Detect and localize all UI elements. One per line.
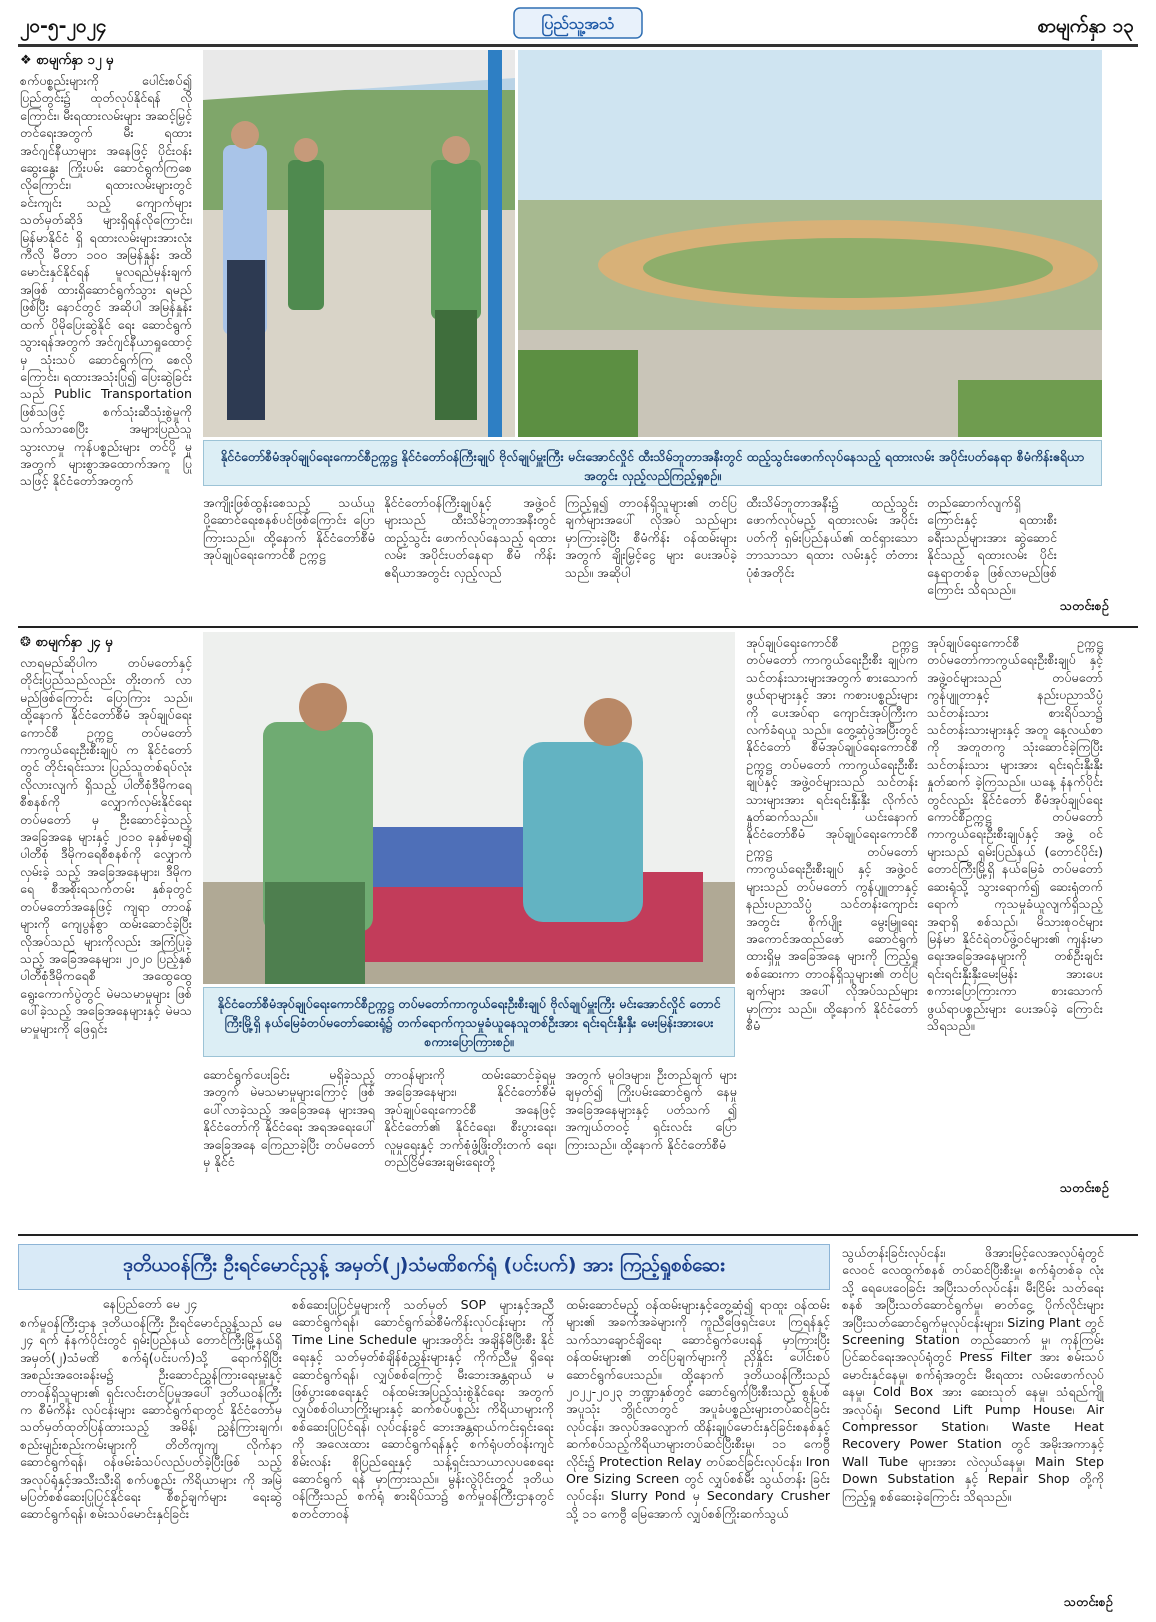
article-column: စစ်ဆေးပြုပြင်မှုများကို သတ်မှတ် SOP များနှင့်အညီ ဆောင်ရွက်ရန်၊ ဆောင်ရွက်ဆဲစီမံကိန်းလုပ်ငန်းများ ကို Time Line Schedule များအတိုင်း အချိန်မီပြီးစီး နိုင်ရေးနှင့် သတ်မှတ်စံချိန်စံညွှန်းများနှင့် ကိုက်ညီမှု ရှိရေးဆောင်ရွက်ရန်၊ လျှပ်စစ်ကြောင့် မီးဘေးအန္တရာယ် မဖြစ်ပွားစေရေးနှင့် ဝန်ထမ်းအပြည့်သုံးစွဲနိုင်ရေး အတွက် လျှပ်စစ်ဝါယာကြိုးများနှင့် ဆက်စပ်ပစ္စည်း ကိရိယာများကို စစ်ဆေးပြုပြင်ရန်၊ လုပ်ငန်းခွင် ဘေးအန္တရာယ်ကင်းရှင်းရေးကို အလေးထား ဆောင်ရွက်ရန်နှင့် စက်ရုံပတ်ဝန်းကျင်စိမ်းလန်း စိုပြည်ရေးနှင့် သန့်ရှင်းသာယာလှပစေရေး ဆောင်ရွက် ရန် မှာကြားသည်။ မွန်းလွဲပိုင်းတွင် ဒုတိယဝန်ကြီးသည် စက်ရုံ စားရိပ်သာ၌ စက်မှုဝန်ကြီးဌာနတွင် စတင်တာဝန် bbox=[292, 1297, 554, 1521]
article-column: ကြည့်ရှု၍ တာဝန်ရှိသူများ၏ တင်ပြချက်များအပေါ် လိုအပ် သည်များမှာကြားခဲ့ပြီး စီမံကိန်း ဝန်ထမ်းများအတွက် ချိုးမြှင့်ငွေ များ ပေးအပ်ခဲ့သည်။ အဆိုပါ bbox=[565, 495, 737, 580]
article-column: စက်ပစ္စည်းများကို ပေါင်းစပ်၍ ပြည်တွင်း၌ ထုတ်လုပ်နိုင်ရန် လိုကြောင်း၊ မီးရထားလမ်းများ အဆင့်မြှင့်တင်ရေးအတွက် မီး ရထားအင်ဂျင်နီယာများ အနေဖြင့် ပိုင်းဝန်းဆွေးနွေး ကြိုးပမ်း ဆောင်ရွက်ကြစေလိုကြောင်း၊ ရထားလမ်းများတွင် ခင်းကျင်း သည့် ကျောက်များသတ်မှတ်ဆိုဒ် များရှိရန်လိုကြောင်း၊ မြန်မာနိုင်ငံ ရှိ ရထားလမ်းများအားလုံး ကီလို မီတာ ၁၀၀ အမြန်နှုန်း အထိ မောင်းနှင်နိုင်ရန် မူလရည်မှန်းချက် အဖြစ် ထားရှိဆောင်ရွက်သွား ရမည်ဖြစ်ပြီး နောင်တွင် အဆိုပါ အမြန်နှုန်းထက် ပိုမိုပြေးဆွဲနိုင် ရေး ဆောင်ရွက်သွားရန်အတွက် အင်ဂျင်နီယာရှုထောင့်မှ သုံးသပ် ဆောင်ရွက်ကြ စေလိုကြောင်း၊ ရထားအသုံးပြု၍ ပြေးဆွဲခြင်း သည် Public Transportation ဖြစ်သဖြင့် စက်သုံးဆီသုံးစွဲမှုကို သက်သာစေပြီး အများပြည်သူ သွားလာမှု ကုန်ပစ္စည်းများ တင်ပို့ မှုအတွက် များစွာအထောက်အကူ ပြုသဖြင့် နိုင်ငံတော်အတွက် bbox=[20, 73, 192, 489]
photo-hospital-visit bbox=[203, 632, 735, 984]
svg-text:ပြည်သူ့အသံ: ပြည်သူ့အသံ bbox=[541, 14, 615, 33]
article-column: လာရမည်ဆိုပါက တပ်မတော်နှင့် တိုင်းပြည်သည်လည်း တိုးတက် လာမည်ဖြစ်ကြောင်း ပြောကြား သည်။ ထို့နောက် နိုင်ငံတော်စီမံ အုပ်ချုပ်ရေးကောင်စီ ဥက္ကဋ္ဌ တပ်မတော်ကာကွယ်ရေးဦးစီးချုပ် က နိုင်ငံတော်တွင် တိုင်းရင်းသား ပြည်သူတစ်ရပ်လုံး လိုလားလျက် ရှိသည့် ပါတီစုံဒီမိုကရေစီစနစ်ကို လျှောက်လှမ်းနိုင်ရေး တပ်မတော် မှ ဦးဆောင်ခဲ့သည့် အခြေအနေ များနှင့် ၂၀၁၀ ခုနှစ်မှစ၍ ပါတီစုံ ဒီမိုကရေစီစနစ်ကို လျှောက်လှမ်းခဲ့ သည့် အခြေအနေများ၊ ဒီမိုကရေ စီအစိုးရသက်တမ်း နှစ်ခုတွင် တပ်မတော်အနေဖြင့် ကျရာ တာဝန်များကို ကျေပွန်စွာ ထမ်းဆောင်ခဲ့ပြီး လိုအပ်သည် များကိုလည်း အကြံပြုခဲ့သည့် အခြေအနေများ၊ ၂၀၂၀ ပြည့်နှစ် ပါတီစုံဒီမိုကရေစီ အထွေထွေ ရွေးကောက်ပွဲတွင် မဲမသမာမှုများ ဖြစ်ပေါ်ခဲ့သည့် အခြေအနေများနှင့် မဲမသမာမှုများကို ဖြေရှင်း bbox=[20, 655, 192, 1036]
article-column: ထီးသိမ်ဘူတာအနီး၌ ထည့်သွင်း ဖောက်လုပ်မည့် ရထားလမ်း အပိုင်းပတ်ကို ရှမ်းပြည်နယ်၏ ထင်ရှားသော ဘာသာသာ ရထား လမ်းနှင့် တံတားပုံစံအတိုင်း bbox=[746, 495, 918, 580]
article-column: အုပ်ချုပ်ရေးကောင်စီ ဥက္ကဋ္ဌ တပ်မတော်ကာကွယ်ရေးဦးစီးချုပ် နှင့် အဖွဲ့ဝင်များသည် တပ်မတော် ကွန်ပျူတာနှင့် နည်းပညာသိပ္ပံ သင်တန်းသား စားရိပ်သာ၌ သင်တန်းသားများနှင့် အတူ နေ့လယ်စာကို အတူတကွ သုံးဆောင်ခဲ့ကြပြီး သင်တန်းသား များအား ရင်းရင်းနှီးနှီး နှုတ်ဆက် ခဲ့ကြသည်။ ယနေ့ နံနက်ပိုင်းတွင်လည်း နိုင်ငံတော် စီမံအုပ်ချုပ်ရေး ကောင်စီဥက္ကဋ္ဌ တပ်မတော် ကာကွယ်ရေးဦးစီးချုပ်နှင့် အဖွဲ့ ဝင်များသည် ရှမ်းပြည်နယ် (တောင်ပိုင်း) တောင်ကြီးမြို့ရှိ နယ်မြေခံ တပ်မတော်ဆေးရုံသို့ သွားရောက်၍ ဆေးရုံတက်ရောက် ကုသမှုခံယူလျက်ရှိသည့် အရာရှိ စစ်သည်၊ မိသားစုဝင်များ မြန်မာ နိုင်ငံရဲတပ်ဖွဲ့ဝင်များ၏ ကျန်းမာ ရေးအခြေအနေများကို တစ်ဦးချင်း ရင်းရင်းနှီးနှီးမေးမြန်း အားပေး စကားပြောကြားကာ စားသောက် ဖွယ်ရာပစ္စည်းများ ပေးအပ်ခဲ့ ကြောင်း သိရသည်။ bbox=[927, 635, 1103, 1033]
photo-railway-loop-site bbox=[518, 50, 1102, 437]
photo-caption: နိုင်ငံတော်စီမံအုပ်ချုပ်ရေးကောင်စီဥက္ကဋ္ဌ တပ်မတော်ကာကွယ်ရေးဦးစီးချုပ် ဗိုလ်ချုပ်မှူးကြီး မင်းအောင်လှိုင် တောင်ကြီးမြို့ရှိ နယ်မြေခံတပ်မတော်ဆေးရုံ၌ တက်ရောက်ကုသမှုခံယူနေသူတစ်ဦးအား ရင်းရင်းနှီးနှီး မေးမြန်းအားပေးစကားပြောကြားစဉ်။ bbox=[203, 987, 735, 1057]
page-number: စာမျက်နှာ ၁၃ bbox=[1037, 15, 1134, 37]
article-column: သွယ်တန်းခြင်းလုပ်ငန်း၊ ဖိအားမြင့်လေအလုပ်ရုံတွင် လေဝင် လေထွက်စနစ် တပ်ဆင်ပြီးစီးမှု၊ စက်ရုံတစ်ခု လုံးသို့ ရေပေးဝေခြင်း အပြီးသတ်လုပ်ငန်း၊ မီးငြိမ်း သတ်ရေးစနစ် အပြီးသတ်ဆောင်ရွက်မှု၊ ဓာတ်ငွေ့ ပိုက်လိုင်းများ အပြီးသတ်ဆောင်ရွက်မှုလုပ်ငန်းများ၊ Sizing Plant တွင် Screening Station တည်ဆောက် မှု၊ ကုန်ကြမ်းပြင်ဆင်ရေးအလုပ်ရုံတွင် Press Filter အား စမ်းသပ်မောင်းနှင်နေမှု၊ စက်ရုံအတွင်း မီးရထား လမ်းဖောက်လုပ်နေမှု၊ Cold Box အား ဆေးသုတ် နေမှု၊ သံရည်ကျိုအလုပ်ရုံ၊ Second Lift Pump House၊ Air Compressor Station၊ Waste Heat Recovery Power Station တွင် အမိုးအကာနှင့် Wall Tube များအား လဲလှယ်နေမှု၊ Main Step Down Substation နှင့် Repair Shop တို့ကို ကြည့်ရှု စစ်ဆေးခဲ့ကြောင်း သိရသည်။ bbox=[842, 1245, 1104, 1504]
article-column: အကျိုးဖြစ်ထွန်းစေသည့် သယ်ယူ ပို့ဆောင်ရေးစနစ်ပင်ဖြစ်ကြောင်း ပြောကြားသည်။ ထို့နောက် နိုင်ငံတော်စီမံ အုပ်ချုပ်ရေးကောင်စီ ဥက္ကဋ္ဌ bbox=[203, 495, 375, 563]
byline: သတင်းစဉ် bbox=[1064, 1594, 1113, 1609]
continuation-label: ❖ စာမျက်နှာ ၁၂ မှ bbox=[20, 53, 114, 68]
page-date: ၂၀-၅-၂၀၂၄ bbox=[20, 15, 107, 37]
header-rule bbox=[18, 44, 1138, 47]
article-column: တည်ဆောက်လျက်ရှိကြောင်းနှင့် ရထားစီး ခရီးသည်များအား ဆွဲဆောင်နိုင်သည့် ရထားလမ်း ပိုင်းနေရာတစ်ခု ဖြစ်လာမည်ဖြစ် ကြောင်း သိရသည်။ bbox=[927, 495, 1057, 598]
article-column: ထမ်းဆောင်မည့် ဝန်ထမ်းများနှင့်တွေ့ဆုံ၍ ရာထူး ဝန်ထမ်းများ၏ အခက်အခဲများကို ကူညီဖြေရှင်းပေး ကြရန်နှင့် သက်သာချောင်ချိရေး ဆောင်ရွက်ပေးရန် မှာကြားပြီး ဝန်ထမ်းများ၏ တင်ပြချက်များကို ညှိနှိုင်း ပေါင်းစပ်ဆောင်ရွက်ပေးသည်။ ထို့နောက် ဒုတိယဝန်ကြီးသည် ၂၀၂၂-၂၀၂၃ ဘဏ္ဍာနှစ်တွင် ဆောင်ရွက်ပြီးစီးသည့် စွန့်ပစ်အပူသုံး ဘွိုင်လာတွင် အပူခံပစ္စည်းများတပ်ဆင်ခြင်းလုပ်ငန်း၊ အလုပ်အလျောက် ထိန်းချုပ်မောင်းနှင်ခြင်းစနစ်နှင့် ဆက်စပ်သည့်ကိရိယာများတပ်ဆင်ပြီးစီးမှု၊ ၁၁ ကေဗွီ လိုင်း၌ Protection Relay တပ်ဆင်ခြင်းလုပ်ငန်း၊ Iron Ore Sizing Screen တွင် လျှပ်စစ်မီး သွယ်တန်း ခြင်းလုပ်ငန်း၊ Slurry Pond မှ Secondary Crusher သို့ ၁၁ ကေဗွီ မြေအောက် လျှပ်စစ်ကြိုးဆက်သွယ် bbox=[566, 1297, 830, 1521]
article-column: တာဝန်များကို ထမ်းဆောင်ခဲ့ရမှု အခြေအနေများ၊ နိုင်ငံတော်စီမံ အုပ်ချုပ်ရေးကောင်စီ အနေဖြင့် နိုင်ငံတော်၏ နိုင်ငံရေး၊ စီးပွားရေး၊ လူမှုရေးနှင့် ဘက်စုံဖွံ့ဖြိုးတိုးတက် ရေး၊ တည်ငြိမ်အေးချမ်းရေးတို့ bbox=[384, 1067, 556, 1170]
continuation-label: ❂ စာမျက်နှာ ၂၄ မှ bbox=[20, 635, 113, 650]
article-column: နိုင်ငံတော်ဝန်ကြီးချုပ်နှင့် အဖွဲ့ဝင် များသည် ထီးသိမ်ဘူတာအနီးတွင် ထည့်သွင်း ဖောက်လုပ်နေသည့် ရထားလမ်း အပိုင်းပတ်နေရာ စီမံ ကိန်းဧရိယာအတွင်း လှည့်လည် bbox=[384, 495, 556, 580]
section-divider bbox=[18, 1234, 1138, 1236]
byline: သတင်းစဉ် bbox=[1060, 1180, 1109, 1195]
newspaper-logo bbox=[508, 4, 648, 42]
byline: သတင်းစဉ် bbox=[1060, 598, 1109, 613]
photo-caption: နိုင်ငံတော်စီမံအုပ်ချုပ်ရေးကောင်စီဥက္ကဋ္ဌ နိုင်ငံတော်ဝန်ကြီးချုပ် ဗိုလ်ချုပ်မှူးကြီး မင်းအောင်လှိုင် ထီးသိမ်ဘူတာအနီးတွင် ထည့်သွင်းဖောက်လုပ်နေသည့် ရထားလမ်း အပိုင်းပတ်နေရာ စီမံကိန်းဧရိယာအတွင်း လှည့်လည်ကြည့်ရှုစဉ်။ bbox=[203, 440, 1102, 486]
article-column: အတွက် မူဝါဒများ၊ ဦးတည်ချက် များ ချမှတ်၍ ကြိုးပမ်းဆောင်ရွက် နေမှုအခြေအနေများနှင့် ပတ်သက် ၍ အကျယ်တဝင့် ရှင်းလင်း ပြောကြားသည်။ ထို့နောက် နိုင်ငံတော်စီမံ bbox=[565, 1067, 737, 1152]
article-column: စက်မှုဝန်ကြီးဌာန ဒုတိယဝန်ကြီး ဦးရင်မောင်ညွန့်သည် မေ ၂၄ ရက် နံနက်ပိုင်းတွင် ရှမ်းပြည်နယ် တောင်ကြီးမြို့နယ်ရှိ အမှတ်(၂)သံမဏိ စက်ရုံ(ပင်းပက်)သို့ ရောက်ရှိပြီး အစည်းအဝေးခန်းမ၌ ဦးဆောင်ညွှန်ကြားရေးမှူးနှင့် တာဝန်ရှိသူများ၏ ရှင်းလင်းတင်ပြမှုအပေါ် ဒုတိယဝန်ကြီးက စီမံကိန်း လုပ်ငန်းများ ဆောင်ရွက်ရာတွင် နိုင်ငံတော်မှ သတ်မှတ်ထုတ်ပြန်ထားသည့် အမိန့်၊ ညွှန်ကြားချက်၊ စည်းမျဉ်းစည်းကမ်းများကို တိတိကျကျ လိုက်နာ ဆောင်ရွက်ရန်၊ ဝန်ဖမ်းခံသပ်လည်ပတ်ခဲ့ပြီးဖြစ် သည့် အလုပ်ရုံနှင့်အသီးသီးရှိ စက်ပစ္စည်း ကိရိယာများ ကို အမြဲမပြတ်စစ်ဆေးပြုပြင်နိုင်ရေး စီစဉ်ချက်များ ရေးဆွဲဆောင်ရွက်ရန်၊ စမ်းသပ်မောင်းနှင်ခြင်း bbox=[20, 1315, 282, 1522]
article-headline: ဒုတိယဝန်ကြီး ဦးရင်မောင်ညွန့် အမှတ်(၂)သံမဏိစက်ရုံ (ပင်းပက်) အား ကြည့်ရှုစစ်ဆေး bbox=[18, 1244, 830, 1290]
article-column: ဆောင်ရွက်ပေးခြင်း မရှိခဲ့သည့် အတွက် မဲမသမာမှုများကြောင့် ဖြစ်ပေါ်လာခဲ့သည့် အခြေအနေ များအရ နိုင်ငံတော်ကို နိုင်ငံရေး အရအရေးပေါ် အခြေအနေ ကြေညာခဲ့ပြီး တပ်မတော်မှ နိုင်ငံ bbox=[203, 1067, 375, 1170]
dateline: နေပြည်တော် မေ ၂၄ bbox=[102, 1296, 198, 1311]
section-divider bbox=[18, 626, 1138, 628]
photo-officials-railway bbox=[203, 50, 515, 437]
article-column: အုပ်ချုပ်ရေးကောင်စီ ဥက္ကဋ္ဌ တပ်မတော် ကာကွယ်ရေးဦးစီး ချုပ်က သင်တန်းသားများအတွက် စားသောက်ဖွယ်ရာများနှင့် အား ကစားပစ္စည်းများကို ပေးအပ်ရာ ကျောင်းအုပ်ကြီးက လက်ခံရယူ သည်။ တွေ့ဆုံပွဲအပြီးတွင် နိုင်ငံတော် စီမံအုပ်ချုပ်ရေးကောင်စီ ဥက္ကဋ္ဌ တပ်မတော် ကာကွယ်ရေးဦးစီး ချုပ်နှင့် အဖွဲ့ဝင်များသည် သင်တန်း သားများအား ရင်းရင်းနှီးနှီး လိုက်လံနှုတ်ဆက်သည်။ ယင်းနောက် နိုင်ငံတော်စီမံ အုပ်ချုပ်ရေးကောင်စီ ဥက္ကဋ္ဌ တပ်မတော်ကာကွယ်ရေးဦးစီးချုပ် နှင့် အဖွဲ့ဝင်များသည် တပ်မတော် ကွန်ပျူတာနှင့် နည်းပညာသိပ္ပံ သင်တန်းကျောင်းအတွင်း စိုက်ပျိုး မွေးမြူရေး အကောင်အထည်ဖော် ဆောင်ရွက်ထားရှိမှု အခြေအနေ များကို ကြည့်ရှုစစ်ဆေးကာ တာဝန်ရှိသူများ၏ တင်ပြချက်များ အပေါ် လိုအပ်သည်များ မှာကြား သည်။ ထို့နောက် နိုင်ငံတော်စီမံ bbox=[746, 635, 918, 1033]
